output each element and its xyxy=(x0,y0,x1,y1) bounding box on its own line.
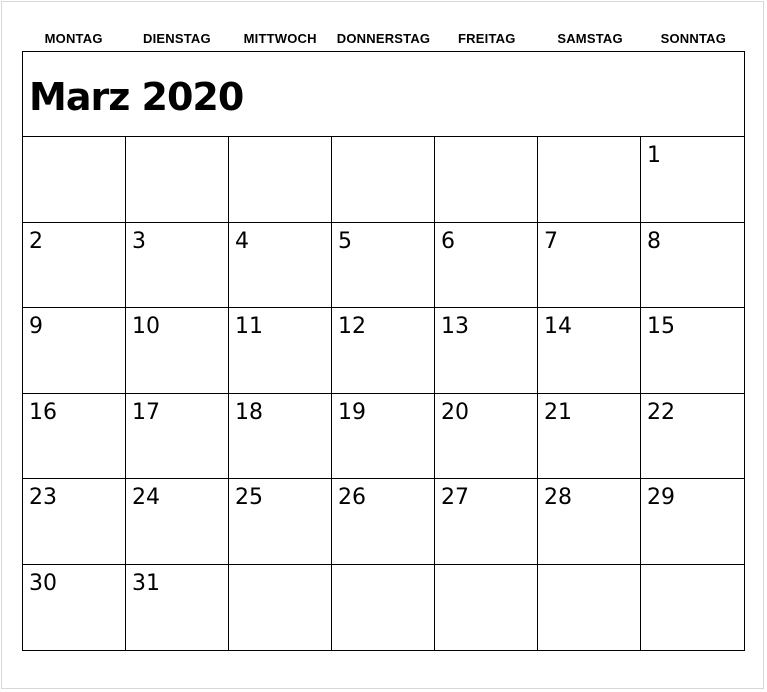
day-cell xyxy=(538,479,641,565)
calendar-table xyxy=(22,51,745,651)
day-cell xyxy=(23,565,126,651)
weekday-tuesday: DIENSTAG xyxy=(143,31,211,46)
day-cell xyxy=(126,479,229,565)
day-number: 15 xyxy=(647,314,675,339)
day-number: 8 xyxy=(647,228,661,254)
day-number: 25 xyxy=(235,485,263,510)
day-cell xyxy=(435,479,538,565)
day-cell xyxy=(229,308,332,394)
day-number: 6 xyxy=(441,228,455,254)
day-cell xyxy=(435,394,538,480)
day-number: 9 xyxy=(29,314,43,339)
day-cell xyxy=(23,137,126,223)
month-title-bar xyxy=(23,52,744,137)
day-number: 30 xyxy=(29,570,57,596)
day-cell xyxy=(229,137,332,223)
weekday-monday: MONTAG xyxy=(44,31,103,46)
day-cell xyxy=(23,223,126,309)
day-number: 1 xyxy=(647,143,661,168)
day-cell xyxy=(229,394,332,480)
day-cell xyxy=(23,308,126,394)
day-number: 13 xyxy=(441,314,469,339)
day-cell xyxy=(332,565,435,651)
day-cell xyxy=(126,308,229,394)
day-cell xyxy=(126,565,229,651)
day-number: 31 xyxy=(132,570,160,596)
day-cell xyxy=(641,479,744,565)
day-cell xyxy=(229,479,332,565)
day-number: 28 xyxy=(544,485,572,510)
day-number: 7 xyxy=(544,228,558,254)
day-number: 12 xyxy=(338,314,366,339)
day-number: 3 xyxy=(132,228,146,254)
day-cell xyxy=(332,479,435,565)
day-number: 14 xyxy=(544,314,572,339)
day-cell xyxy=(641,394,744,480)
day-cell xyxy=(538,394,641,480)
day-cell xyxy=(538,308,641,394)
weekday-friday: FREITAG xyxy=(458,31,516,46)
day-cell xyxy=(126,394,229,480)
day-number: 27 xyxy=(441,485,469,510)
day-number: 2 xyxy=(29,228,43,254)
day-cell xyxy=(23,479,126,565)
day-number: 19 xyxy=(338,399,366,425)
weekday-wednesday: MITTWOCH xyxy=(243,31,317,46)
day-number: 10 xyxy=(132,314,160,339)
day-cell xyxy=(641,308,744,394)
day-grid xyxy=(23,137,744,650)
day-cell xyxy=(126,223,229,309)
day-cell xyxy=(538,565,641,651)
day-number: 4 xyxy=(235,228,249,254)
day-cell xyxy=(435,223,538,309)
day-cell xyxy=(229,223,332,309)
day-cell xyxy=(538,223,641,309)
day-number: 5 xyxy=(338,228,352,254)
day-number: 18 xyxy=(235,399,263,425)
day-number: 20 xyxy=(441,399,469,425)
day-cell xyxy=(332,308,435,394)
day-cell xyxy=(332,223,435,309)
day-number: 16 xyxy=(29,399,57,425)
weekday-saturday: SAMSTAG xyxy=(557,31,623,46)
day-cell xyxy=(641,223,744,309)
day-cell xyxy=(23,394,126,480)
day-number: 29 xyxy=(647,485,675,510)
day-number: 24 xyxy=(132,485,160,510)
day-number: 22 xyxy=(647,399,675,425)
day-number: 17 xyxy=(132,399,160,425)
day-number: 21 xyxy=(544,399,572,425)
day-cell xyxy=(641,565,744,651)
day-cell xyxy=(435,137,538,223)
day-cell xyxy=(435,308,538,394)
day-cell xyxy=(332,137,435,223)
weekday-thursday: DONNERSTAG xyxy=(336,31,431,46)
month-title: Marz 2020 xyxy=(29,75,244,119)
day-number: 11 xyxy=(235,314,263,339)
day-cell xyxy=(332,394,435,480)
day-cell xyxy=(435,565,538,651)
day-cell xyxy=(229,565,332,651)
day-cell xyxy=(538,137,641,223)
day-cell xyxy=(641,137,744,223)
day-number: 23 xyxy=(29,485,57,510)
day-cell xyxy=(126,137,229,223)
day-number: 26 xyxy=(338,485,366,510)
weekday-sunday: SONNTAG xyxy=(660,31,727,46)
weekday-header xyxy=(22,30,745,48)
